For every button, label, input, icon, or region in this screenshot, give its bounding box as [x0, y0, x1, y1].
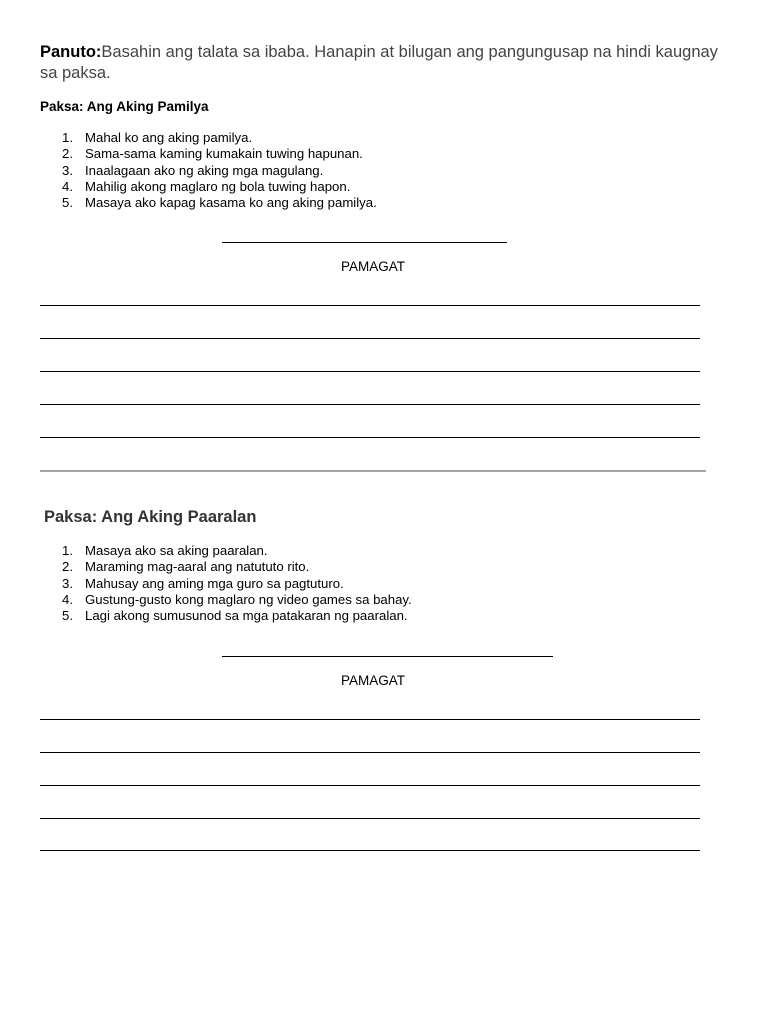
item-number: 1.: [62, 130, 73, 145]
title-blank-line[interactable]: [222, 656, 553, 657]
list-item: [41, 195, 377, 211]
item-number: 3.: [62, 162, 73, 178]
item-number: 1.: [62, 543, 73, 558]
item-text: Masaya ako kapag kasama ko ang aking pamilya.: [85, 195, 377, 211]
item-text: Mahilig akong maglaro ng bola tuwing hapon.: [85, 178, 351, 194]
instructions: [40, 42, 720, 84]
item-number: 4.: [62, 178, 73, 194]
list-item: [41, 146, 377, 162]
instructions-text: Basahin ang talata sa ibaba. Hanapin at bilugan ang pangungusap na hindi kaugnay sa paksa.: [40, 43, 718, 82]
item-number: 5.: [62, 608, 73, 624]
list-item: [41, 576, 412, 592]
list-item: [41, 163, 377, 179]
writing-line[interactable]: [40, 305, 700, 306]
item-text: Mahal ko ang aking pamilya.: [85, 130, 253, 145]
list-item: [41, 592, 412, 608]
writing-line[interactable]: [40, 437, 700, 438]
instructions-lead: Panuto:: [40, 43, 102, 61]
list-item: [41, 543, 412, 559]
list-item: [41, 608, 412, 624]
list-item: [41, 559, 412, 575]
title-label: PAMAGAT: [340, 673, 405, 688]
item-text: Maraming mag-aaral ang natututo rito.: [85, 559, 310, 575]
item-number: 3.: [62, 575, 73, 591]
section-1-list: [41, 130, 377, 211]
list-item: [41, 179, 377, 195]
section-2-topic: Paksa: Ang Aking Paaralan: [44, 508, 257, 526]
writing-line[interactable]: [40, 338, 700, 339]
title-label: PAMAGAT: [340, 259, 405, 274]
item-number: 4.: [62, 591, 73, 607]
item-text: Sama-sama kaming kumakain tuwing hapunan.: [85, 146, 363, 162]
section-2-list: [41, 543, 412, 624]
writing-line[interactable]: [40, 818, 700, 819]
writing-line[interactable]: [40, 719, 700, 720]
item-text: Mahusay ang aming mga guro sa pagtuturo.: [85, 575, 344, 591]
item-text: Masaya ako sa aking paaralan.: [85, 543, 268, 558]
writing-line[interactable]: [40, 404, 700, 405]
section-divider: [40, 470, 706, 472]
writing-line[interactable]: [40, 752, 700, 753]
title-blank-line[interactable]: [222, 242, 507, 243]
writing-line[interactable]: [40, 850, 700, 851]
item-text: Lagi akong sumusunod sa mga patakaran ng paaralan.: [85, 608, 408, 624]
item-number: 2.: [62, 559, 73, 575]
writing-line[interactable]: [40, 371, 700, 372]
item-text: Inaalagaan ako ng aking mga magulang.: [85, 162, 324, 178]
list-item: [41, 130, 377, 146]
item-text: Gustung-gusto kong maglaro ng video games sa bahay.: [85, 591, 412, 607]
writing-line[interactable]: [40, 785, 700, 786]
item-number: 5.: [62, 195, 73, 211]
section-1-topic: Paksa: Ang Aking Pamilya: [40, 99, 209, 114]
item-number: 2.: [62, 146, 73, 162]
